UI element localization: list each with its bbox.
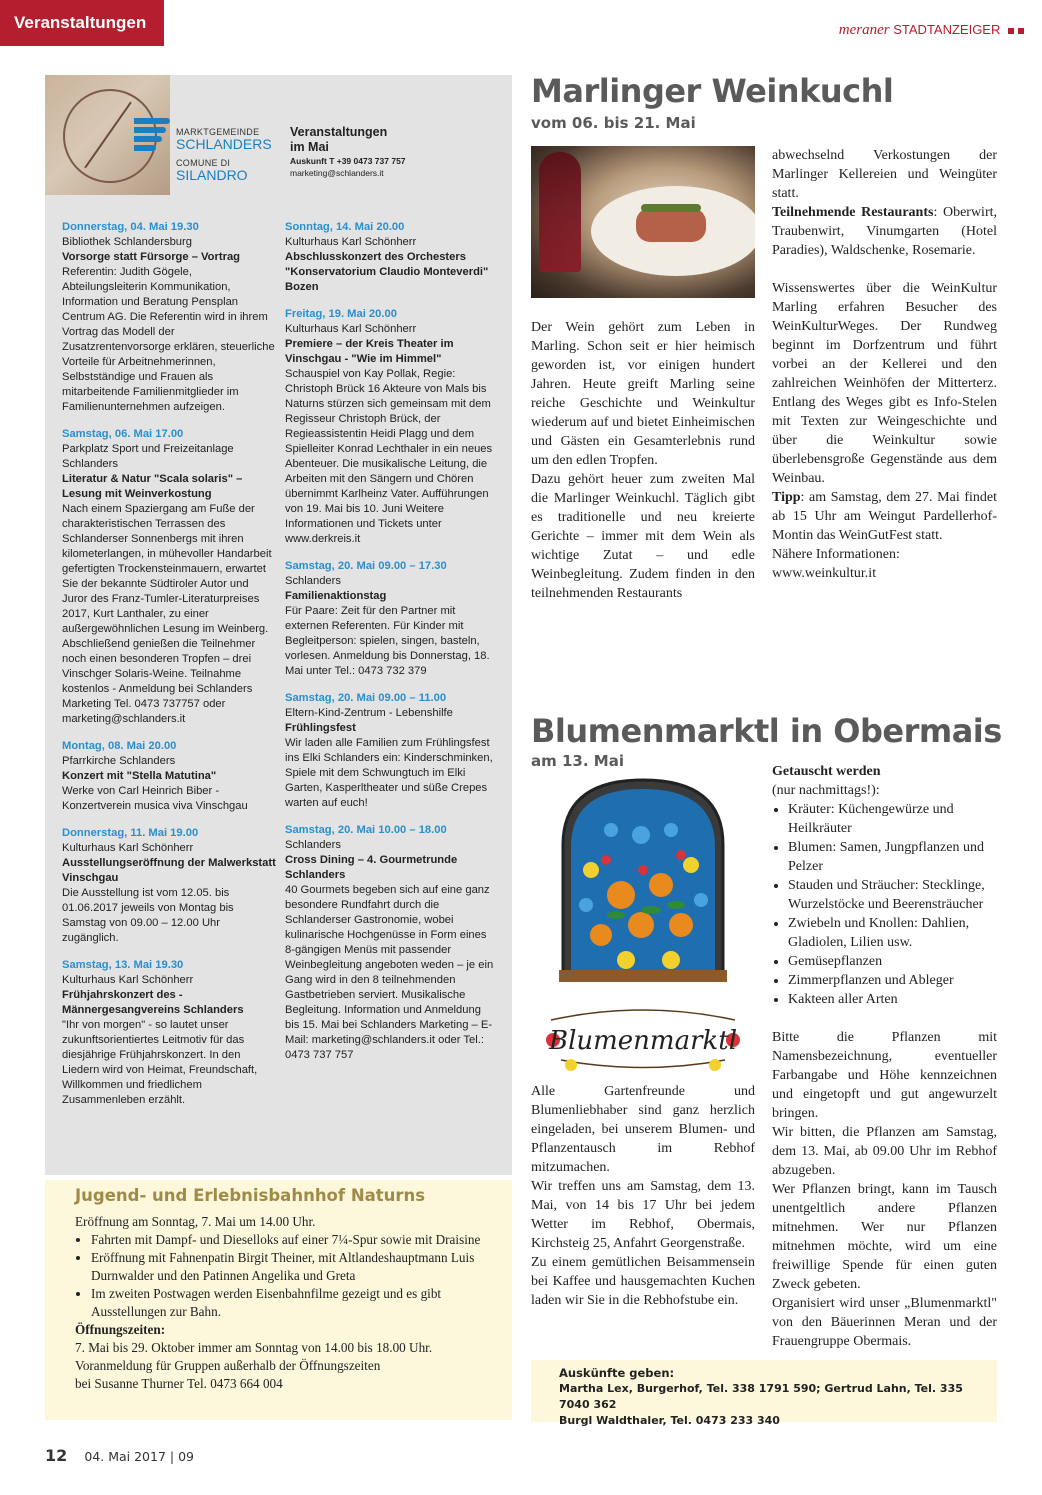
event-date: Samstag, 06. Mai 17.00: [62, 428, 184, 440]
marlinger-paragraph: Wissenswertes über die WeinKultur Marling erfahren Besucher des WeinKulturWeges. Der Rundweg beginnt im Dorfzentrum und führt vorbei an der Kellerei und den zahlreichen Weinhöfen der Mitterterz. Entlang des Weges gibt es Info-Stelen mit Texten zur Weingeschichte und über die Weinkultur sowie überlebensgroße Gegenstände aus dem Weinbau.: [772, 281, 997, 486]
naturns-hours-label: Öffnungszeiten: [75, 1322, 161, 1337]
blumen-text-left: [531, 1082, 755, 1310]
event-item: [62, 826, 277, 946]
event-item: [62, 958, 277, 1108]
section-tag: Veranstaltungen: [0, 0, 164, 46]
logo-line-4: SILANDRO: [176, 167, 248, 183]
flower-window-illustration: [531, 775, 755, 1075]
event-place: Parkplatz Sport und Freizeitanlage Schlanders: [62, 443, 234, 470]
events-contact-2: marketing@schlanders.it: [290, 168, 384, 178]
event-date: Montag, 08. Mai 20.00: [62, 740, 177, 752]
blumen-paragraph: Alle Gartenfreunde und Blumenliebhaber sind ganz herzlich eingeladen, bei unserem Blumen- und Pflanzentausch im Rebhof mitzumachen.: [531, 1084, 755, 1175]
naturns-list: [75, 1231, 486, 1321]
event-headline: Frühlingsfest: [285, 722, 356, 734]
event-text: Die Ausstellung ist vom 12.05. bis 01.06.2017 jeweils von Montag bis Samstag von 09.00 – 12.00 Uhr zugänglich.: [62, 887, 234, 944]
blumen-paragraph: Zu einem gemütlichen Beisammensein bei Kaffee und hausgemachten Kuchen laden wir Sie in die Rebhofstube ein.: [531, 1255, 755, 1308]
list-item: • Gemüsepflanzen: [788, 952, 997, 971]
logo-line-3: COMUNE DI: [176, 158, 231, 168]
event-text: Wir laden alle Familien zum Frühlingsfest ins Elki Schlanders ein: Kinderschminken, Spiele mit dem Schwungtuch im Elki Garten, Kasperltheater und süße Crepes warten auf euch!: [285, 737, 493, 809]
event-place: Eltern-Kind-Zentrum - Lebenshilfe: [285, 707, 453, 719]
event-place: Kulturhaus Karl Schönherr: [285, 236, 417, 248]
list-item: • Eröffnung mit Fahnenpatin Birgit Theiner, mit Altlandeshauptmann Luis Durnwalder und den Patinnen Angelika und Greta: [91, 1249, 486, 1285]
event-date: Donnerstag, 11. Mai 19.00: [62, 827, 199, 839]
events-column-left: [62, 220, 277, 1120]
event-date: Sonntag, 14. Mai 20.00: [285, 221, 405, 233]
event-date: Samstag, 20. Mai 10.00 – 18.00: [285, 824, 447, 836]
issue-date: 04. Mai 2017 | 09: [84, 1449, 194, 1464]
schlanders-logo-text: [176, 127, 286, 183]
blumen-title: Blumenmarktl in Obermais: [531, 712, 1002, 750]
logo-line-1: MARKTGEMEINDE: [176, 127, 260, 137]
naturns-box: Jugend- und Erlebnisbahnhof Naturns Eröffnung am Sonntag, 7. Mai um 14.00 Uhr. • Fahrten mit Dampf- und Dieselloks auf einer 7¼-Spur sowie mit Draisine • Eröffnung mit Fahnenpatin Birgit Theiner, mit Altlandeshauptmann Luis Durnwalder und den Patinnen Angelika und Greta • Im zweiten Postwagen werden Eisenbahnfilme gezeigt und es gibt Ausstellungen zur Bahn. Öffnungszeiten: 7. Mai bis 29. Oktober immer am Sonntag von 14.00 bis 18.00 Uhr. Voranmeldung für Gruppen außerhalb der Öffnungszeiten bei Susanne Thurner Tel. 0473 664 004: [45, 1180, 512, 1420]
event-item: [285, 691, 495, 811]
marlinger-subtitle: vom 06. bis 21. Mai: [531, 114, 696, 132]
exchange-note: (nur nachmittags!):: [772, 783, 880, 798]
event-date: Samstag, 20. Mai 09.00 – 17.30: [285, 560, 447, 572]
naturns-title: Jugend- und Erlebnisbahnhof Naturns: [75, 1186, 426, 1205]
event-place: Kulturhaus Karl Schönherr: [285, 323, 417, 335]
naturns-intro: Eröffnung am Sonntag, 7. Mai um 14.00 Uhr.: [75, 1214, 316, 1229]
events-contact-1: Auskunft T +39 0473 737 757: [290, 156, 406, 166]
event-item: [285, 307, 495, 547]
info-line-1: Martha Lex, Burgerhof, Tel. 338 1791 590; Gertrud Lahn, Tel. 335 7040 362: [559, 1382, 963, 1411]
masthead-square-icon: [1018, 28, 1024, 34]
event-item: [62, 739, 277, 814]
food-wine-photo: [531, 146, 755, 298]
list-item: • Stauden und Sträucher: Stecklinge, Wurzelstöcke und Beerensträucher: [788, 876, 997, 914]
event-headline: Premiere – der Kreis Theater im Vinschgau - "Wie im Himmel": [285, 338, 454, 365]
blumenmarktl-logo-text: Blumenmarktl: [548, 1026, 738, 1056]
list-item: • Fahrten mit Dampf- und Dieselloks auf einer 7¼-Spur sowie mit Draisine: [91, 1231, 486, 1249]
event-date: Samstag, 13. Mai 19.30: [62, 959, 184, 971]
list-item: • Blumen: Samen, Jungpflanzen und Pelzer: [788, 838, 997, 876]
blumen-paragraph: Organisiert wird unser „Blumenmarktl" von den Bäuerinnen Meran und der Frauengruppe Obermais.: [772, 1296, 997, 1349]
event-place: Kulturhaus Karl Schönherr: [62, 842, 194, 854]
marlinger-text-right: [772, 146, 997, 583]
event-headline: Vorsorge statt Fürsorge – Vortrag: [62, 251, 240, 263]
events-title-2: im Mai: [290, 140, 329, 154]
events-column-right: [285, 220, 495, 1075]
event-headline: Literatur & Natur "Scala solaris" – Lesung mit Weinverkostung: [62, 473, 243, 500]
marlinger-text-left: [531, 318, 755, 603]
event-date: Freitag, 19. Mai 20.00: [285, 308, 397, 320]
list-item: • Zimmerpflanzen und Ableger: [788, 971, 997, 990]
blumen-paragraph: Bitte die Pflanzen mit Namensbezeichnung, eventueller Farbangabe und Höhe kennzeichnen und eingetopft und gut angewurzelt bringen.: [772, 1030, 997, 1121]
event-text: Für Paare: Zeit für den Partner mit externen Referenten. Für Kinder mit Begleitperson: spielen, singen, basteln, vorlesen. Anmeldung bis Donnerstag, 18. Mai unter Tel.: 0473 732 379: [285, 605, 490, 677]
naturns-note-2: bei Susanne Thurner Tel. 0473 664 004: [75, 1376, 283, 1391]
masthead-square-icon: [1008, 28, 1014, 34]
info-title: Auskünfte geben:: [559, 1366, 675, 1380]
more-info: Nähere Informationen:: [772, 547, 900, 562]
event-headline: Ausstellungseröffnung der Malwerkstatt Vinschgau: [62, 857, 276, 884]
tip-text: : am Samstag, dem 27. Mai findet ab 15 Uhr am Weingut Pardellerhof-Montin das WeinGutFest statt.: [772, 490, 997, 543]
schlanders-logo-icon: [134, 118, 170, 152]
event-place: Kulturhaus Karl Schönherr: [62, 974, 194, 986]
event-item: [285, 559, 495, 679]
event-text: 40 Gourmets begeben sich auf eine ganz besondere Rundfahrt durch die Schlanderser Gastronomie, wobei kulinarische Hochgenüsse in Form eines 8-gängigen Menüs mit passender Weinbegleitung angeboten weden – je ein Gang wird in den 8 teilnehmenden Gastbetrieben serviert. Musikalische Begleitung. Information und Anmeldung bis 15. Mai bei Schlanders Marketing – E-Mail: marketing@schlanders.it oder Tel.: 0473 737 757: [285, 884, 494, 1061]
page-number: 12: [45, 1446, 68, 1465]
footer: [45, 1446, 194, 1465]
list-item: • Kakteen aller Arten: [788, 990, 997, 1009]
event-item: [62, 427, 277, 727]
event-place: Schlanders: [285, 575, 341, 587]
marlinger-title: Marlinger Weinkuchl: [531, 72, 894, 110]
event-place: Bibliothek Schlandersburg: [62, 236, 192, 248]
event-place: Schlanders: [285, 839, 341, 851]
marlinger-paragraph: Dazu gehört heuer zum zweiten Mal die Marlinger Weinkuchl. Täglich gibt es traditionelle und neu kreierte Gerichte – immer mit dem Wein als wichtige Zutat – und edle Weinbegleitung. Zudem finden in den teilnehmenden Restaurants: [531, 472, 755, 601]
event-item: [285, 823, 495, 1063]
exchange-list: [772, 800, 997, 1009]
blumen-text-right: [772, 762, 997, 1351]
masthead-brand: meraner: [838, 22, 890, 38]
event-date: Samstag, 20. Mai 09.00 – 11.00: [285, 692, 447, 704]
list-item: • Kräuter: Küchengewürze und Heilkräuter: [788, 800, 997, 838]
blumen-subtitle: am 13. Mai: [531, 752, 624, 770]
event-headline: Abschlusskonzert des Orchesters "Konservatorium Claudio Monteverdi" Bozen: [285, 251, 489, 293]
restaurants-label: Teilnehmende Restaurants: [772, 205, 934, 220]
masthead: [839, 22, 1024, 39]
restaurants-list: : Oberwirt, Traubenwirt, Vinumgarten (Hotel Paradies), Waldschenke, Rosemarie.: [772, 205, 997, 258]
masthead-name: STADTANZEIGER: [893, 22, 1001, 37]
events-title-1: Veranstaltungen: [290, 125, 388, 139]
event-item: [62, 220, 277, 415]
event-text: Nach einem Spaziergang am Fuße der charakteristischen Terrassen des Schlanderser Sonnenbergs mit ihren kilometerlangen, in mühevoller Handarbeit gefertigten Trockensteinmauern, erwartet Sie der bekannte Südtiroler Autor und Juror des Franz-Tumler-Literaturpreises 2017, Kurt Lanthaler, zu einer außergewöhnlichen Lesung im Weinberg. Abschließend genießen die Teilnehmer noch einen besonderen Tropfen – drei Vinschger Solaris-Weine. Teilnahme kostenlos - Anmeldung bei Schlanders Marketing Tel. 0473 737757 oder marketing@schlanders.it: [62, 503, 272, 725]
exchange-label: Getauscht werden: [772, 764, 881, 779]
weinkultur-link[interactable]: www.weinkultur.it: [772, 566, 877, 581]
blumen-paragraph: Wir treffen uns am Samstag, dem 13. Mai, von 14 bis 17 Uhr bei jedem Wetter im Rebhof, Obermais, Kirchsteig 25, Anfahrt Georgenstraße.: [531, 1179, 755, 1251]
info-box: [531, 1360, 997, 1427]
event-text: "Ihr von morgen" - so lautet unser zukunftsorientiertes Leitmotiv für das diesjährige Frühjahrskonzert. In den Liedern wird von Heimat, Freundschaft, Willkommen und friedlichem Zusammenleben erzählt.: [62, 1019, 258, 1106]
events-header: [290, 125, 490, 179]
event-item: [285, 220, 495, 295]
naturns-hours: 7. Mai bis 29. Oktober immer am Sonntag von 14.00 bis 18.00 Uhr.: [75, 1340, 433, 1355]
logo-line-2: SCHLANDERS: [176, 136, 272, 152]
marlinger-paragraph: abwechselnd Verkostungen der Marlinger Kellereien und Weingüter statt.: [772, 148, 997, 201]
event-text: Schauspiel von Kay Pollak, Regie: Christoph Brück 16 Akteure von Mals bis Naturns stürzen sich gemeinsam mit dem Regisseur Christoph Brück, der Regieassistentin Heidi Plagg und dem Spielleiter Konrad Lechthaler in ein neues Abenteuer. Die musikalische Leitung, die Arbeiten mit den Sängern und Chören übernimmt Karlheinz Vater. Aufführungen von 19. Mai bis 10. Juni Weitere Informationen und Tickets unter www.derkreis.it: [285, 368, 493, 545]
marlinger-paragraph: Der Wein gehört zum Leben in Marling. Schon seit er hier heimisch geworden ist, vor einigen hundert Jahren. Heute greift Marling seine reiche Geschichte und Weinkultur wiederum auf und bietet Einheimischen und Gästen ein Gesamterlebnis rund um den edlen Tropfen.: [531, 320, 755, 468]
event-headline: Familienaktionstag: [285, 590, 387, 602]
event-headline: Cross Dining – 4. Gourmetrunde Schlanders: [285, 854, 458, 881]
list-item: • Im zweiten Postwagen werden Eisenbahnfilme gezeigt und es gibt Ausstellungen zur Bahn.: [91, 1285, 486, 1321]
event-text: Werke von Carl Heinrich Biber - Konzertverein musica viva Vinschgau: [62, 785, 248, 812]
list-item: • Zwiebeln und Knollen: Dahlien, Gladiolen, Lilien usw.: [788, 914, 997, 952]
event-place: Pfarrkirche Schlanders: [62, 755, 176, 767]
info-line-2: Burgl Waldthaler, Tel. 0473 233 340: [559, 1414, 780, 1427]
event-headline: Frühjahrskonzert des - Männergesangvereins Schlanders: [62, 989, 244, 1016]
event-date: Donnerstag, 04. Mai 19.30: [62, 221, 199, 233]
tip-label: Tipp: [772, 490, 801, 505]
event-text: Referentin: Judith Gögele, Abteilungsleiterin Kommunikation, Information und Beratung Pensplan Centrum AG. Die Referentin wird in ihrem Vortrag das Modell der Zusatzrentenvorsorge erklären, steuerliche Vorteile für Arbeitnehmerinnen, Selbstständige und Frauen als mitarbeitende Familienmitglieder im Familienunternehmen aufzeigen.: [62, 266, 275, 413]
naturns-note-1: Voranmeldung für Gruppen außerhalb der Öffnungszeiten: [75, 1358, 381, 1373]
blumen-paragraph: Wer Pflanzen bringt, kann im Tausch unentgeltlich andere Pflanzen mitnehmen. Wer nur Pflanzen mitnehmen möchte, wird um eine freiwillige Spende für einen guten Zweck gebeten.: [772, 1182, 997, 1292]
event-headline: Konzert mit "Stella Matutina": [62, 770, 217, 782]
blumen-paragraph: Wir bitten, die Pflanzen am Samstag, dem 13. Mai, ab 09.00 Uhr im Rebhof abzugeben.: [772, 1125, 997, 1178]
